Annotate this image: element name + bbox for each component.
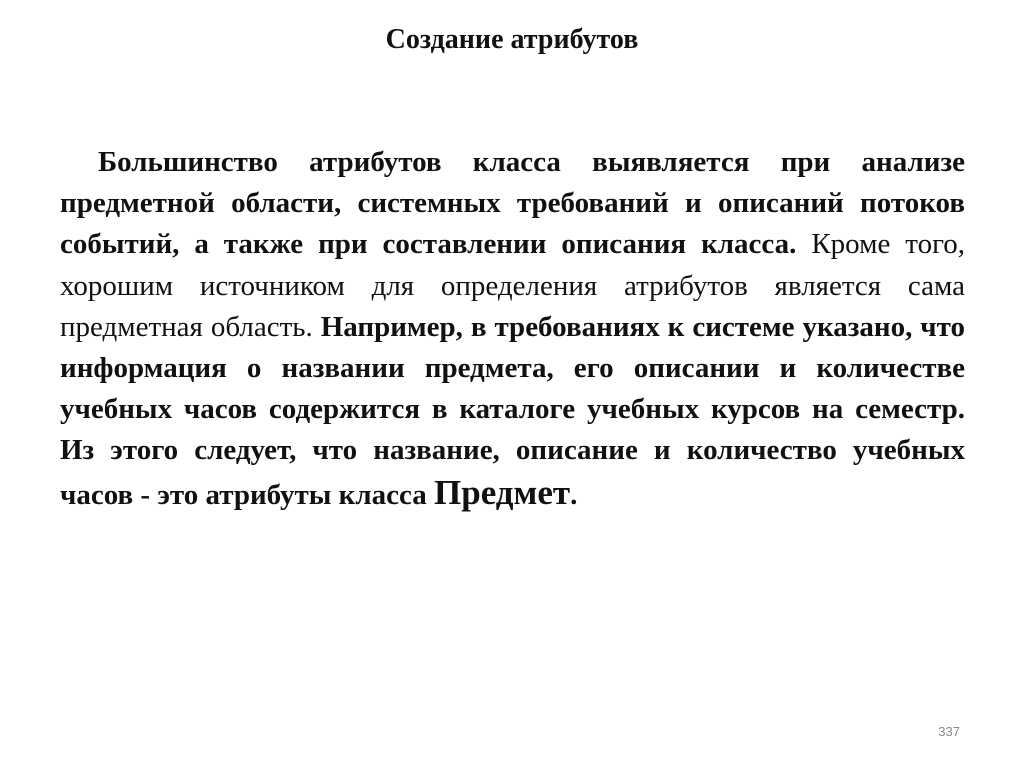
paragraph-bold-intro: Большинство атрибутов класса выявляется при анализе предметной области, системных требований и описаний потоков событий, а также при составлении описания класса. [60,146,965,261]
paragraph-regular-text: Кроме того, хорошим источником для определения атрибутов является сама предметная область. [60,228,965,343]
slide-body-paragraph [60,142,965,516]
paragraph-end-period: . [570,478,578,511]
paragraph-bold-example: Например, в требованиях к системе указано, что информация о названии предмета, его описании и количестве учебных часов содержится в каталоге учебных курсов на семестр. Из этого следует, что название, описание и количество учебных часов - это атрибуты класса [60,310,965,511]
slide-title: Создание атрибутов [385,24,639,55]
page-number: 337 [938,724,960,739]
class-name-emphasis: Предмет [434,472,571,512]
